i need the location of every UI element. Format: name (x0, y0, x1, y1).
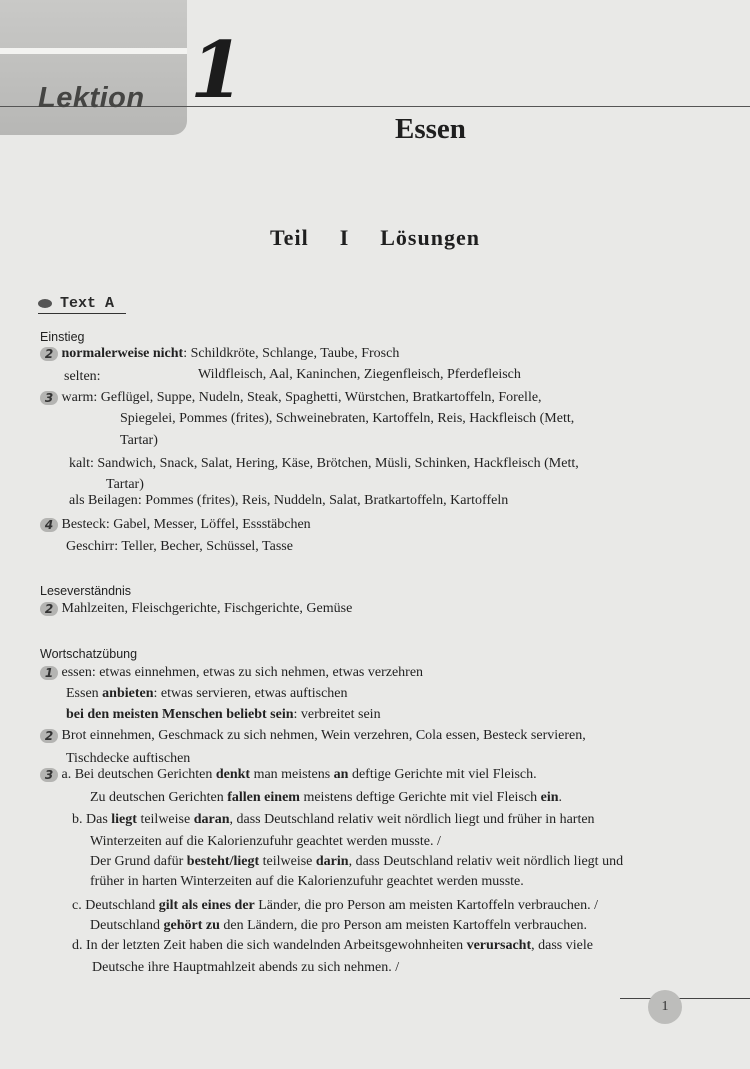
term-text: : Pommes (frites), Reis, Nuddeln, Salat, Bratkartoffeln, Kartoffeln (137, 493, 509, 508)
sentence-text: teilweise (259, 854, 316, 869)
term-text: : etwas servieren, etwas auftischen (153, 686, 348, 701)
bold-term: darin (315, 854, 349, 869)
einstieg-heading: Einstieg (40, 330, 85, 344)
number-badge: 3 (40, 391, 58, 405)
einstieg-kalt-line-1 (69, 455, 579, 473)
sentence-text: Der Grund dafür (90, 854, 187, 869)
part-roman: I (339, 225, 350, 250)
einstieg-item-2-line-1 (40, 345, 399, 363)
wortschatz-item-3-a-1 (40, 766, 537, 784)
term-label: als Beilagen (69, 493, 138, 508)
text-a-label: Text A (60, 295, 115, 312)
wortschatz-item-3-c-2 (90, 917, 587, 935)
lektion-number: 1 (190, 25, 245, 116)
term-text: : Schildkröte, Schlange, Taube, Frosch (183, 346, 400, 361)
sentence-text: . (558, 790, 563, 805)
einstieg-selten-text: Wildfleisch, Aal, Kaninchen, Ziegenfleisch, Pferdefleisch (198, 367, 521, 382)
term-label: anbieten (102, 686, 154, 701)
term-label: Geschirr (66, 539, 115, 554)
term-text: : Gabel, Messer, Löffel, Essstäbchen (105, 517, 311, 532)
number-badge: 2 (40, 602, 58, 616)
bold-term: an (333, 767, 349, 782)
term-text: : Teller, Becher, Schüssel, Tasse (114, 539, 293, 554)
einstieg-item-4-line-1 (40, 516, 311, 534)
section-text-a (38, 295, 114, 312)
wortschatz-heading: Wortschatzübung (40, 647, 138, 661)
wortschatz-item-1-line-2 (66, 685, 348, 703)
sentence-text: man meistens (250, 767, 334, 782)
sentence-text: Zu deutschen Gerichten (90, 790, 228, 805)
bold-term: fallen einem (227, 790, 300, 805)
wortschatz-item-3-b-4: früher in harten Winterzeiten auf die Kalorienzufuhr geachtet werden musste. (90, 874, 524, 889)
term-label: kalt (69, 456, 90, 471)
term-text: : Sandwich, Snack, Salat, Hering, Käse, Brötchen, Müsli, Schinken, Hackfleisch (Mett, (90, 456, 579, 471)
einstieg-selten-label: selten: (64, 369, 101, 384)
bold-term: ein (540, 790, 559, 805)
sentence-text: , dass viele (531, 938, 593, 953)
term-text: Essen (66, 686, 103, 701)
number-badge: 2 (40, 729, 58, 743)
einstieg-kalt-line-2: Tartar) (106, 477, 144, 492)
sentence-text: den Ländern, die pro Person am meisten Kartoffeln verbrauchen. (219, 918, 587, 933)
wortschatz-item-3-a-2 (90, 789, 562, 807)
leseverstaendnis-item-2 (40, 600, 352, 618)
term-text: : etwas einnehmen, etwas zu sich nehmen, etwas verzehren (91, 665, 424, 680)
sentence-text: d. In der letzten Zeit haben die sich wandelnden Arbeitsgewohnheiten (72, 938, 467, 953)
wortschatz-item-2-line-2: Tischdecke auftischen (66, 751, 191, 766)
sentence-text: Deutschland (90, 918, 164, 933)
wortschatz-item-1-line-1 (40, 664, 423, 682)
item-text: Mahlzeiten, Fleischgerichte, Fischgerichte, Gemüse (61, 601, 353, 616)
wortschatz-item-2-line-1 (40, 727, 586, 745)
number-badge: 2 (40, 347, 58, 361)
bold-term: besteht/liegt (186, 854, 260, 869)
lektion-label: Lektion (38, 82, 145, 114)
wortschatz-item-3-c-1 (72, 897, 598, 915)
bold-term: daran (193, 812, 230, 827)
einstieg-item-3-line-1 (40, 389, 542, 407)
number-badge: 1 (40, 666, 58, 680)
sentence-text: meistens deftige Gerichte mit viel Fleisch (299, 790, 541, 805)
bold-term: liegt (111, 812, 137, 827)
wortschatz-item-3-b-2: Winterzeiten auf die Kalorienzufuhr geachtet werden musste. / (90, 834, 441, 849)
wortschatz-item-3-d-1 (72, 937, 593, 955)
sentence-text: , dass Deutschland relativ weit nördlich liegt und früher in harten (229, 812, 595, 827)
wortschatz-item-1-line-3 (66, 706, 381, 724)
term-label: essen (61, 665, 92, 680)
sentence-text: b. Das (72, 812, 112, 827)
einstieg-warm-line-3: Tartar) (120, 433, 158, 448)
term-label: Besteck (61, 517, 106, 532)
einstieg-beilagen (69, 492, 508, 510)
footer-rule (620, 998, 750, 999)
sentence-text: deftige Gerichte mit viel Fleisch. (348, 767, 537, 782)
einstieg-warm-line-2: Spiegelei, Pommes (frites), Schweinebraten, Kartoffeln, Reis, Hackfleisch (Mett, (120, 411, 575, 426)
leseverstaendnis-heading: Leseverständnis (40, 584, 132, 598)
sentence-text: Länder, die pro Person am meisten Kartoffeln verbrauchen. / (254, 898, 598, 913)
sentence-text: teilweise (136, 812, 194, 827)
term-label: normalerweise nicht (61, 346, 184, 361)
bold-term: verursacht (466, 938, 532, 953)
chapter-title: Essen (395, 113, 466, 145)
bullet-icon (38, 299, 52, 308)
text-a-underline (38, 313, 126, 314)
bold-term: gilt als eines der (158, 898, 255, 913)
term-label: warm (61, 390, 94, 405)
part-word: Teil (270, 225, 309, 250)
wortschatz-item-3-b-1 (72, 811, 595, 829)
sentence-text: , dass Deutschland relativ weit nördlich liegt und (348, 854, 624, 869)
page-number: 1 (648, 990, 682, 1024)
term-text: : Geflügel, Suppe, Nudeln, Steak, Spaghetti, Würstchen, Bratkartoffeln, Forelle, (93, 390, 542, 405)
bold-term: gehört zu (163, 918, 220, 933)
part-label: Lösungen (380, 225, 480, 250)
wortschatz-item-3-d-2: Deutsche ihre Hauptmahlzeit abends zu sich nehmen. / (92, 960, 400, 975)
number-badge: 3 (40, 768, 58, 782)
sentence-text: a. Bei deutschen Gerichten (61, 767, 216, 782)
wortschatz-item-3-b-3 (90, 853, 623, 871)
number-badge: 4 (40, 518, 58, 532)
term-label: bei den meisten Menschen beliebt sein (66, 707, 294, 722)
banner-stripe (0, 48, 187, 54)
term-text: : verbreitet sein (293, 707, 381, 722)
part-heading (0, 225, 750, 251)
sentence-text: c. Deutschland (72, 898, 159, 913)
item-text: Brot einnehmen, Geschmack zu sich nehmen, Wein verzehren, Cola essen, Besteck servieren, (61, 728, 586, 743)
einstieg-item-4-line-2 (66, 538, 293, 556)
bold-term: denkt (215, 767, 251, 782)
